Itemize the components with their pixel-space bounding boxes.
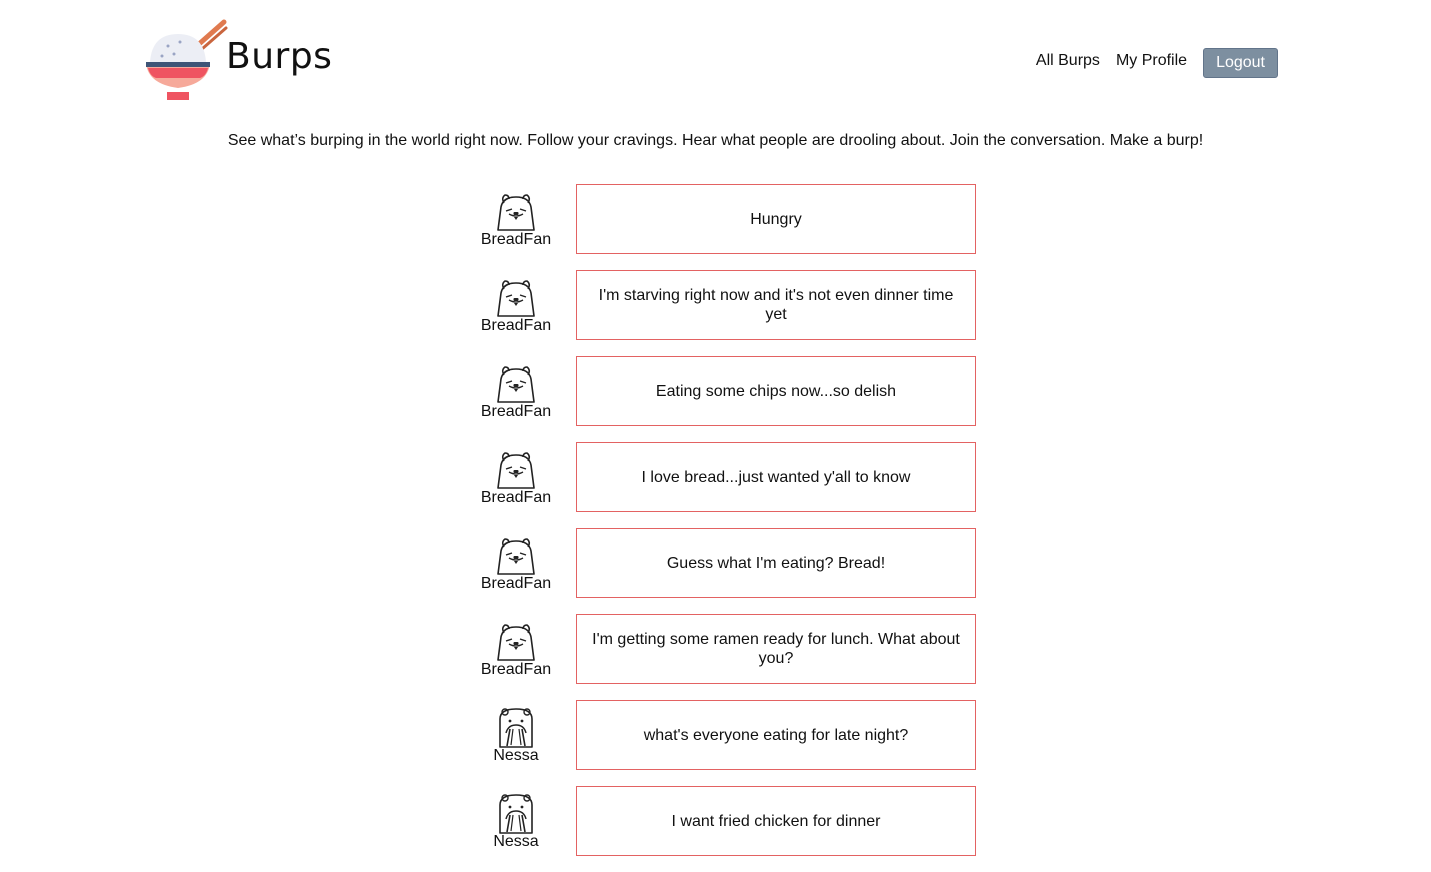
author-name: BreadFan bbox=[480, 403, 552, 420]
burp-author[interactable] bbox=[466, 705, 566, 765]
brand-name: Burps bbox=[226, 36, 333, 77]
burp-item bbox=[466, 528, 976, 598]
burp-item bbox=[466, 614, 976, 684]
author-name: BreadFan bbox=[480, 661, 552, 678]
header bbox=[0, 0, 1431, 110]
burp-item bbox=[466, 786, 976, 856]
nav-my-profile[interactable]: My Profile bbox=[1115, 52, 1188, 69]
author-name: Nessa bbox=[493, 833, 539, 850]
burp-author[interactable] bbox=[466, 189, 566, 249]
burp-author[interactable] bbox=[466, 619, 566, 679]
hamster-icon bbox=[494, 275, 538, 319]
burp-card[interactable]: what's everyone eating for late night? bbox=[576, 700, 976, 770]
author-name: BreadFan bbox=[480, 231, 552, 248]
hamster-icon bbox=[494, 533, 538, 577]
walrus-icon bbox=[494, 705, 538, 749]
author-name: BreadFan bbox=[480, 575, 552, 592]
burp-item bbox=[466, 184, 976, 254]
author-name: BreadFan bbox=[480, 489, 552, 506]
burp-card[interactable]: I want fried chicken for dinner bbox=[576, 786, 976, 856]
hamster-icon bbox=[494, 619, 538, 663]
hamster-icon bbox=[494, 447, 538, 491]
burp-author[interactable] bbox=[466, 533, 566, 593]
rice-bowl-icon bbox=[140, 16, 232, 104]
burp-author[interactable] bbox=[466, 361, 566, 421]
burp-card[interactable]: I'm starving right now and it's not even dinner time yet bbox=[576, 270, 976, 340]
burp-author[interactable] bbox=[466, 275, 566, 335]
burp-author[interactable] bbox=[466, 791, 566, 851]
top-nav bbox=[1036, 48, 1278, 78]
tagline: See what’s burping in the world right now. Follow your cravings. Hear what people are drooling about. Join the conversation. Make a burp! bbox=[227, 132, 1204, 149]
burp-card[interactable]: I'm getting some ramen ready for lunch. What about you? bbox=[576, 614, 976, 684]
logout-button[interactable]: Logout bbox=[1203, 48, 1278, 78]
hamster-icon bbox=[494, 189, 538, 233]
burp-card[interactable]: Hungry bbox=[576, 184, 976, 254]
nav-all-burps[interactable]: All Burps bbox=[1035, 52, 1100, 69]
burp-card[interactable]: Guess what I'm eating? Bread! bbox=[576, 528, 976, 598]
burp-item bbox=[466, 356, 976, 426]
burp-card[interactable]: I love bread...just wanted y'all to know bbox=[576, 442, 976, 512]
author-name: Nessa bbox=[493, 747, 539, 764]
hamster-icon bbox=[494, 361, 538, 405]
author-name: BreadFan bbox=[480, 317, 552, 334]
burp-card[interactable]: Eating some chips now...so delish bbox=[576, 356, 976, 426]
burp-item bbox=[466, 442, 976, 512]
walrus-icon bbox=[494, 791, 538, 835]
burp-author[interactable] bbox=[466, 447, 566, 507]
burp-item bbox=[466, 270, 976, 340]
burp-item bbox=[466, 700, 976, 770]
burp-feed bbox=[466, 184, 976, 872]
